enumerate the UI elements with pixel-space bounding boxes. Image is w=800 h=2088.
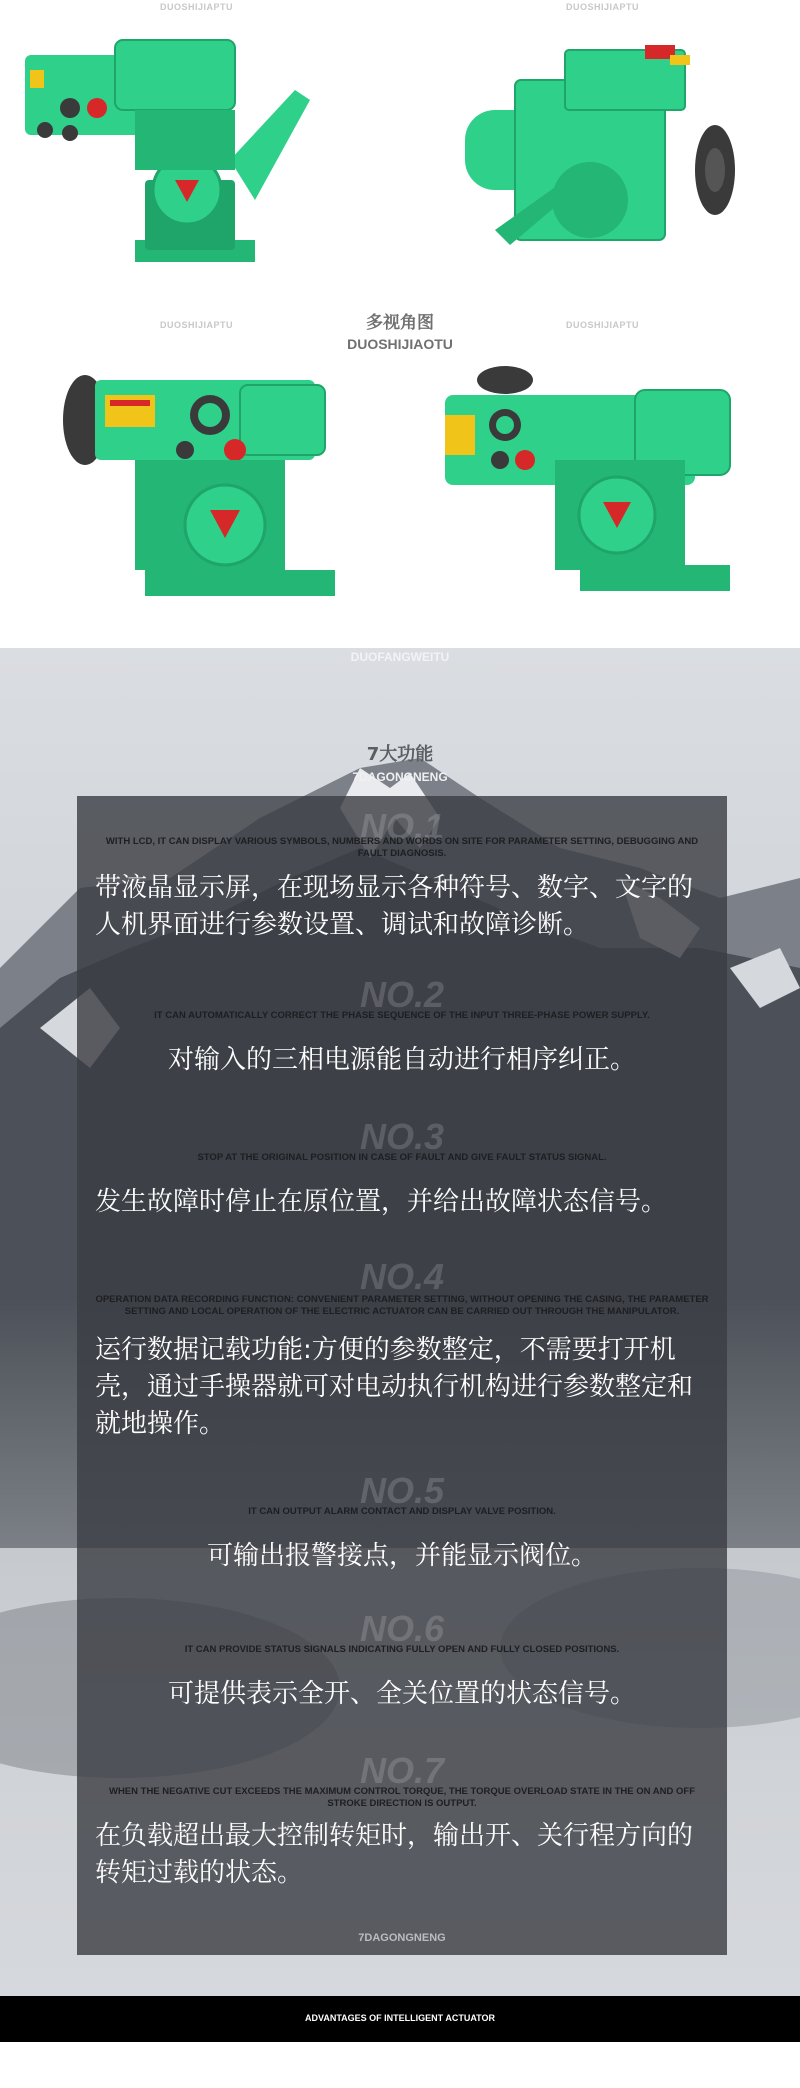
features-title-en: 7DAGONGNENG [352, 770, 448, 784]
feature-text-cn: 可输出报警接点，并能显示阀位。 [206, 1541, 597, 1571]
feature-text-cn: 可提供表示全开、全关位置的状态信号。 [167, 1679, 636, 1709]
gallery-footer-en: DUOFANGWEITU [350, 650, 450, 664]
gallery-title-cn: 多视角图 [366, 313, 434, 333]
features-title-cn: 7大功能 [366, 744, 434, 765]
feature-text-cn: 带液晶显示屏，在现场显示各种符号、数字、文字的人机界面进行参数设置、调试和故障诊断。 [95, 873, 694, 940]
features-panel [77, 796, 727, 1955]
feature-number: NO.3 [359, 1116, 445, 1157]
features-footer-en: 7DAGONGNENG [358, 1932, 446, 1944]
feature-text-en: STOP AT THE ORIGINAL POSITION IN CASE OF FAULT AND GIVE FAULT STATUS SIGNAL. [197, 1152, 607, 1163]
features-section [0, 648, 800, 1996]
feature-number: NO.4 [359, 1256, 445, 1297]
actuator-front-handwheel-view [55, 360, 355, 620]
actuator-front-left-view [25, 30, 325, 290]
feature-number: NO.5 [359, 1470, 445, 1511]
bottom-banner-text: ADVANTAGES OF INTELLIGENT ACTUATOR [305, 2013, 495, 2023]
feature-text-en: WHEN THE NEGATIVE CUT EXCEEDS THE MAXIMUM CONTROL TORQUE, THE TORQUE OVERLOAD STATE IN THE ON AND OFF STROKE DIRECTION IS OUTPUT. [108, 1786, 696, 1809]
watermark: DUOSHIJIAPTU [566, 2, 640, 12]
actuator-rear-right-view [455, 30, 755, 290]
actuator-angled-view [445, 360, 745, 620]
feature-number: NO.1 [359, 806, 445, 847]
watermark: DUOSHIJIAPTU [160, 2, 234, 12]
feature-text-en: IT CAN OUTPUT ALARM CONTACT AND DISPLAY VALVE POSITION. [248, 1506, 556, 1517]
feature-text-cn: 在负载超出最大控制转矩时，输出开、关行程方向的转矩过载的状态。 [95, 1821, 694, 1888]
feature-text-en: IT CAN PROVIDE STATUS SIGNALS INDICATING FULLY OPEN AND FULLY CLOSED POSITIONS. [184, 1644, 620, 1655]
feature-text-en: OPERATION DATA RECORDING FUNCTION: CONVENIENT PARAMETER SETTING, WITHOUT OPENING THE CASING, THE PARAMETER SETTING AND LOCAL OPERATION OF THE ELECTRIC ACTUATOR CAN BE CARRIED OUT THROUGH THE MANIPULATOR. [95, 1294, 709, 1317]
feature-text-cn: 对输入的三相电源能自动进行相序纠正。 [167, 1045, 636, 1075]
feature-number: NO.2 [359, 974, 445, 1015]
feature-text-cn: 发生故障时停止在原位置，并给出故障状态信号。 [95, 1187, 668, 1217]
page-bottom-spacer [0, 2042, 800, 2088]
feature-text-en: IT CAN AUTOMATICALLY CORRECT THE PHASE SEQUENCE OF THE INPUT THREE-PHASE POWER SUPPLY. [154, 1010, 650, 1021]
multi-view-gallery [0, 0, 800, 648]
watermark: DUOSHIJIAPTU [160, 320, 234, 330]
feature-number: NO.7 [359, 1750, 445, 1791]
gallery-title-en: DUOSHIJIAOTU [347, 336, 453, 352]
feature-text-en: WITH LCD, IT CAN DISPLAY VARIOUS SYMBOLS, NUMBERS AND WORDS ON SITE FOR PARAMETER SETTING, DEBUGGING AND FAULT DIAGNOSIS. [105, 836, 699, 859]
feature-number: NO.6 [359, 1608, 445, 1649]
watermark: DUOSHIJIAPTU [566, 320, 640, 330]
feature-text-cn: 运行数据记载功能:方便的参数整定，不需要打开机壳，通过手操器就可对电动执行机构进行参数整定和就地操作。 [95, 1335, 694, 1439]
bottom-banner [0, 1996, 800, 2042]
